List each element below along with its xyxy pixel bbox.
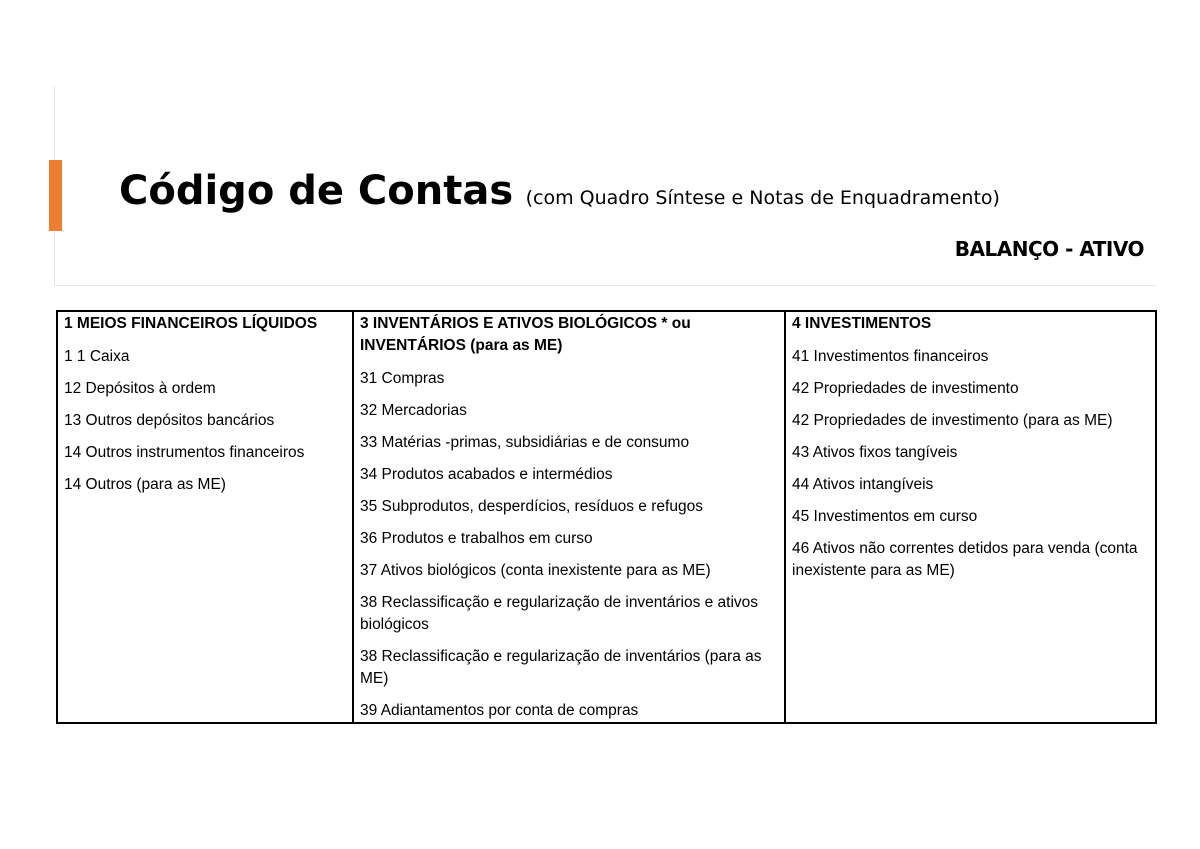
page-title-note: (com Quadro Síntese e Notas de Enquadramento) xyxy=(525,187,1000,209)
page-title: Código de Contas xyxy=(119,168,514,214)
list-item: 12 Depósitos à ordem xyxy=(64,380,216,397)
list-item: 45 Investimentos em curso xyxy=(792,508,978,525)
column-inventories xyxy=(353,311,785,723)
accent-bar xyxy=(49,160,62,231)
table-row xyxy=(57,311,1156,723)
list-item: 42 Propriedades de investimento xyxy=(792,380,1019,397)
column-cash xyxy=(57,311,353,723)
column-heading: 1 MEIOS FINANCEIROS LÍQUIDOS xyxy=(64,315,318,332)
list-item: 42 Propriedades de investimento (para as ME) xyxy=(792,412,1113,429)
list-item: 34 Produtos acabados e intermédios xyxy=(360,466,613,483)
list-item: 46 Ativos não correntes detidos para venda (conta inexistente para as ME) xyxy=(792,540,1138,579)
list-item: 33 Matérias -primas, subsidiárias e de consumo xyxy=(360,434,690,451)
list-item: 36 Produtos e trabalhos em curso xyxy=(360,530,593,547)
list-item: 1 1 Caixa xyxy=(64,348,130,365)
column-heading: 3 INVENTÁRIOS E ATIVOS BIOLÓGICOS * ou INVENTÁRIOS (para as ME) xyxy=(360,315,691,354)
list-item: 43 Ativos fixos tangíveis xyxy=(792,444,958,461)
list-item: 35 Subprodutos, desperdícios, resíduos e refugos xyxy=(360,498,703,515)
section-subtitle: BALANÇO - ATIVO xyxy=(954,237,1144,261)
list-item: 14 Outros instrumentos financeiros xyxy=(64,444,305,461)
column-investments xyxy=(785,311,1156,723)
list-item: 13 Outros depósitos bancários xyxy=(64,412,275,429)
list-item: 41 Investimentos financeiros xyxy=(792,348,989,365)
list-item: 37 Ativos biológicos (conta inexistente para as ME) xyxy=(360,562,711,579)
list-item: 44 Ativos intangíveis xyxy=(792,476,934,493)
title-row xyxy=(119,168,1000,214)
list-item: 14 Outros (para as ME) xyxy=(64,476,226,493)
list-item: 39 Adiantamentos por conta de compras xyxy=(360,702,639,719)
list-item: 38 Reclassificação e regularização de inventários e ativos biológicos xyxy=(360,594,759,633)
accounts-table xyxy=(56,310,1157,724)
column-heading: 4 INVESTIMENTOS xyxy=(792,315,932,332)
list-item: 31 Compras xyxy=(360,370,445,387)
list-item: 32 Mercadorias xyxy=(360,402,467,419)
list-item: 38 Reclassificação e regularização de inventários (para as ME) xyxy=(360,648,762,687)
